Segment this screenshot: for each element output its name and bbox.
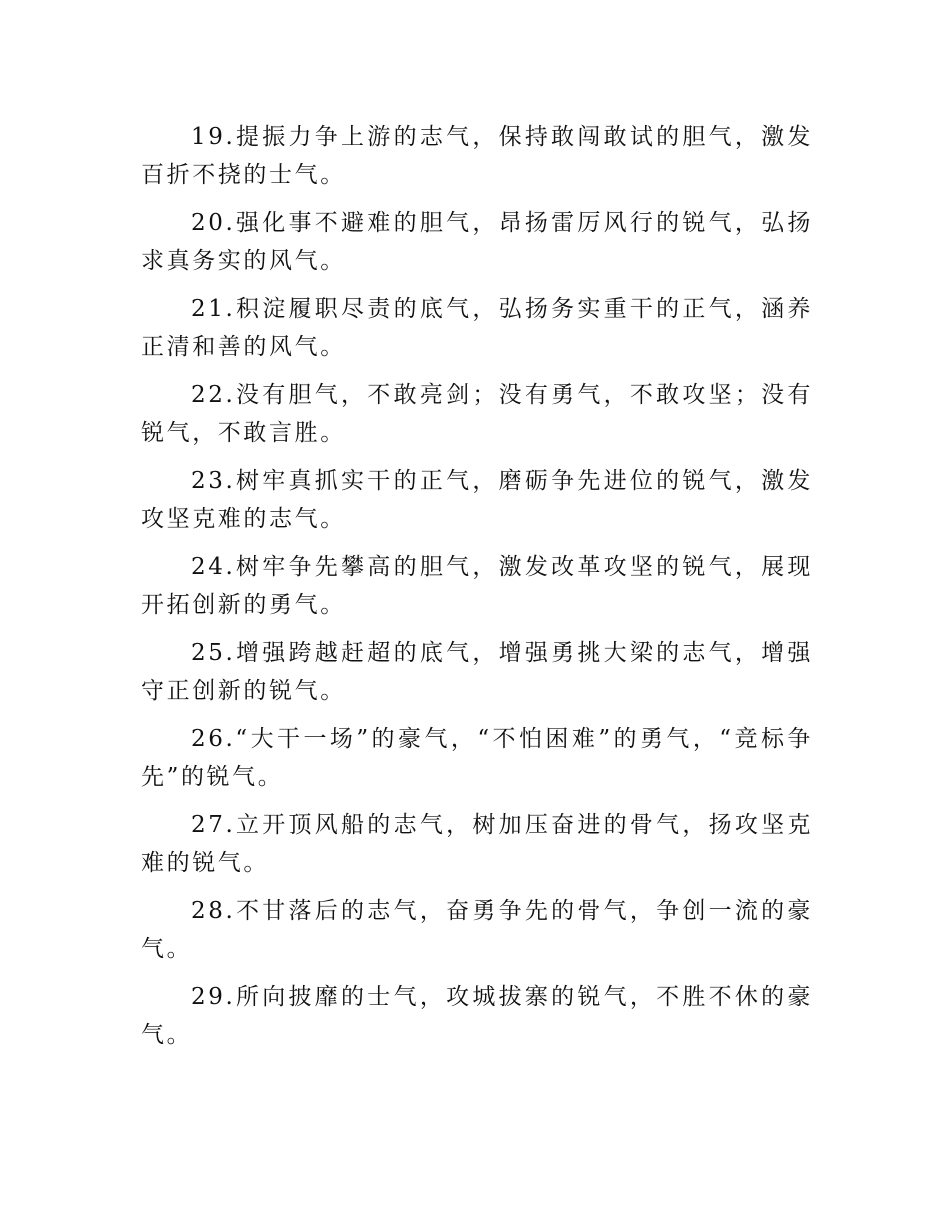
paragraph-28: 28.不甘落后的志气，奋勇争先的骨气，争创一流的豪气。	[141, 898, 813, 962]
paragraph-21: 21.积淀履职尽责的底气，弘扬务实重干的正气，涵养正清和善的风气。	[141, 296, 813, 360]
paragraph-24: 24.树牢争先攀高的胆气，激发改革攻坚的锐气，展现开拓创新的勇气。	[141, 554, 813, 618]
paragraph-20: 20.强化事不避难的胆气，昂扬雷厉风行的锐气，弘扬求真务实的风气。	[141, 210, 813, 274]
paragraph-23: 23.树牢真抓实干的正气，磨砺争先进位的锐气，激发攻坚克难的志气。	[141, 468, 813, 532]
paragraph-22: 22.没有胆气，不敢亮剑；没有勇气，不敢攻坚；没有锐气，不敢言胜。	[141, 382, 813, 446]
paragraph-29: 29.所向披靡的士气，攻城拔寨的锐气，不胜不休的豪气。	[141, 984, 813, 1048]
paragraph-25: 25.增强跨越赶超的底气，增强勇挑大梁的志气，增强守正创新的锐气。	[141, 640, 813, 704]
paragraph-26: 26.“大干一场”的豪气，“不怕困难”的勇气，“竞标争先”的锐气。	[141, 726, 813, 790]
paragraph-27: 27.立开顶风船的志气，树加压奋进的骨气，扬攻坚克难的锐气。	[141, 812, 813, 876]
paragraph-19: 19.提振力争上游的志气，保持敢闯敢试的胆气，激发百折不挠的士气。	[141, 124, 813, 188]
document-body	[141, 118, 813, 1064]
